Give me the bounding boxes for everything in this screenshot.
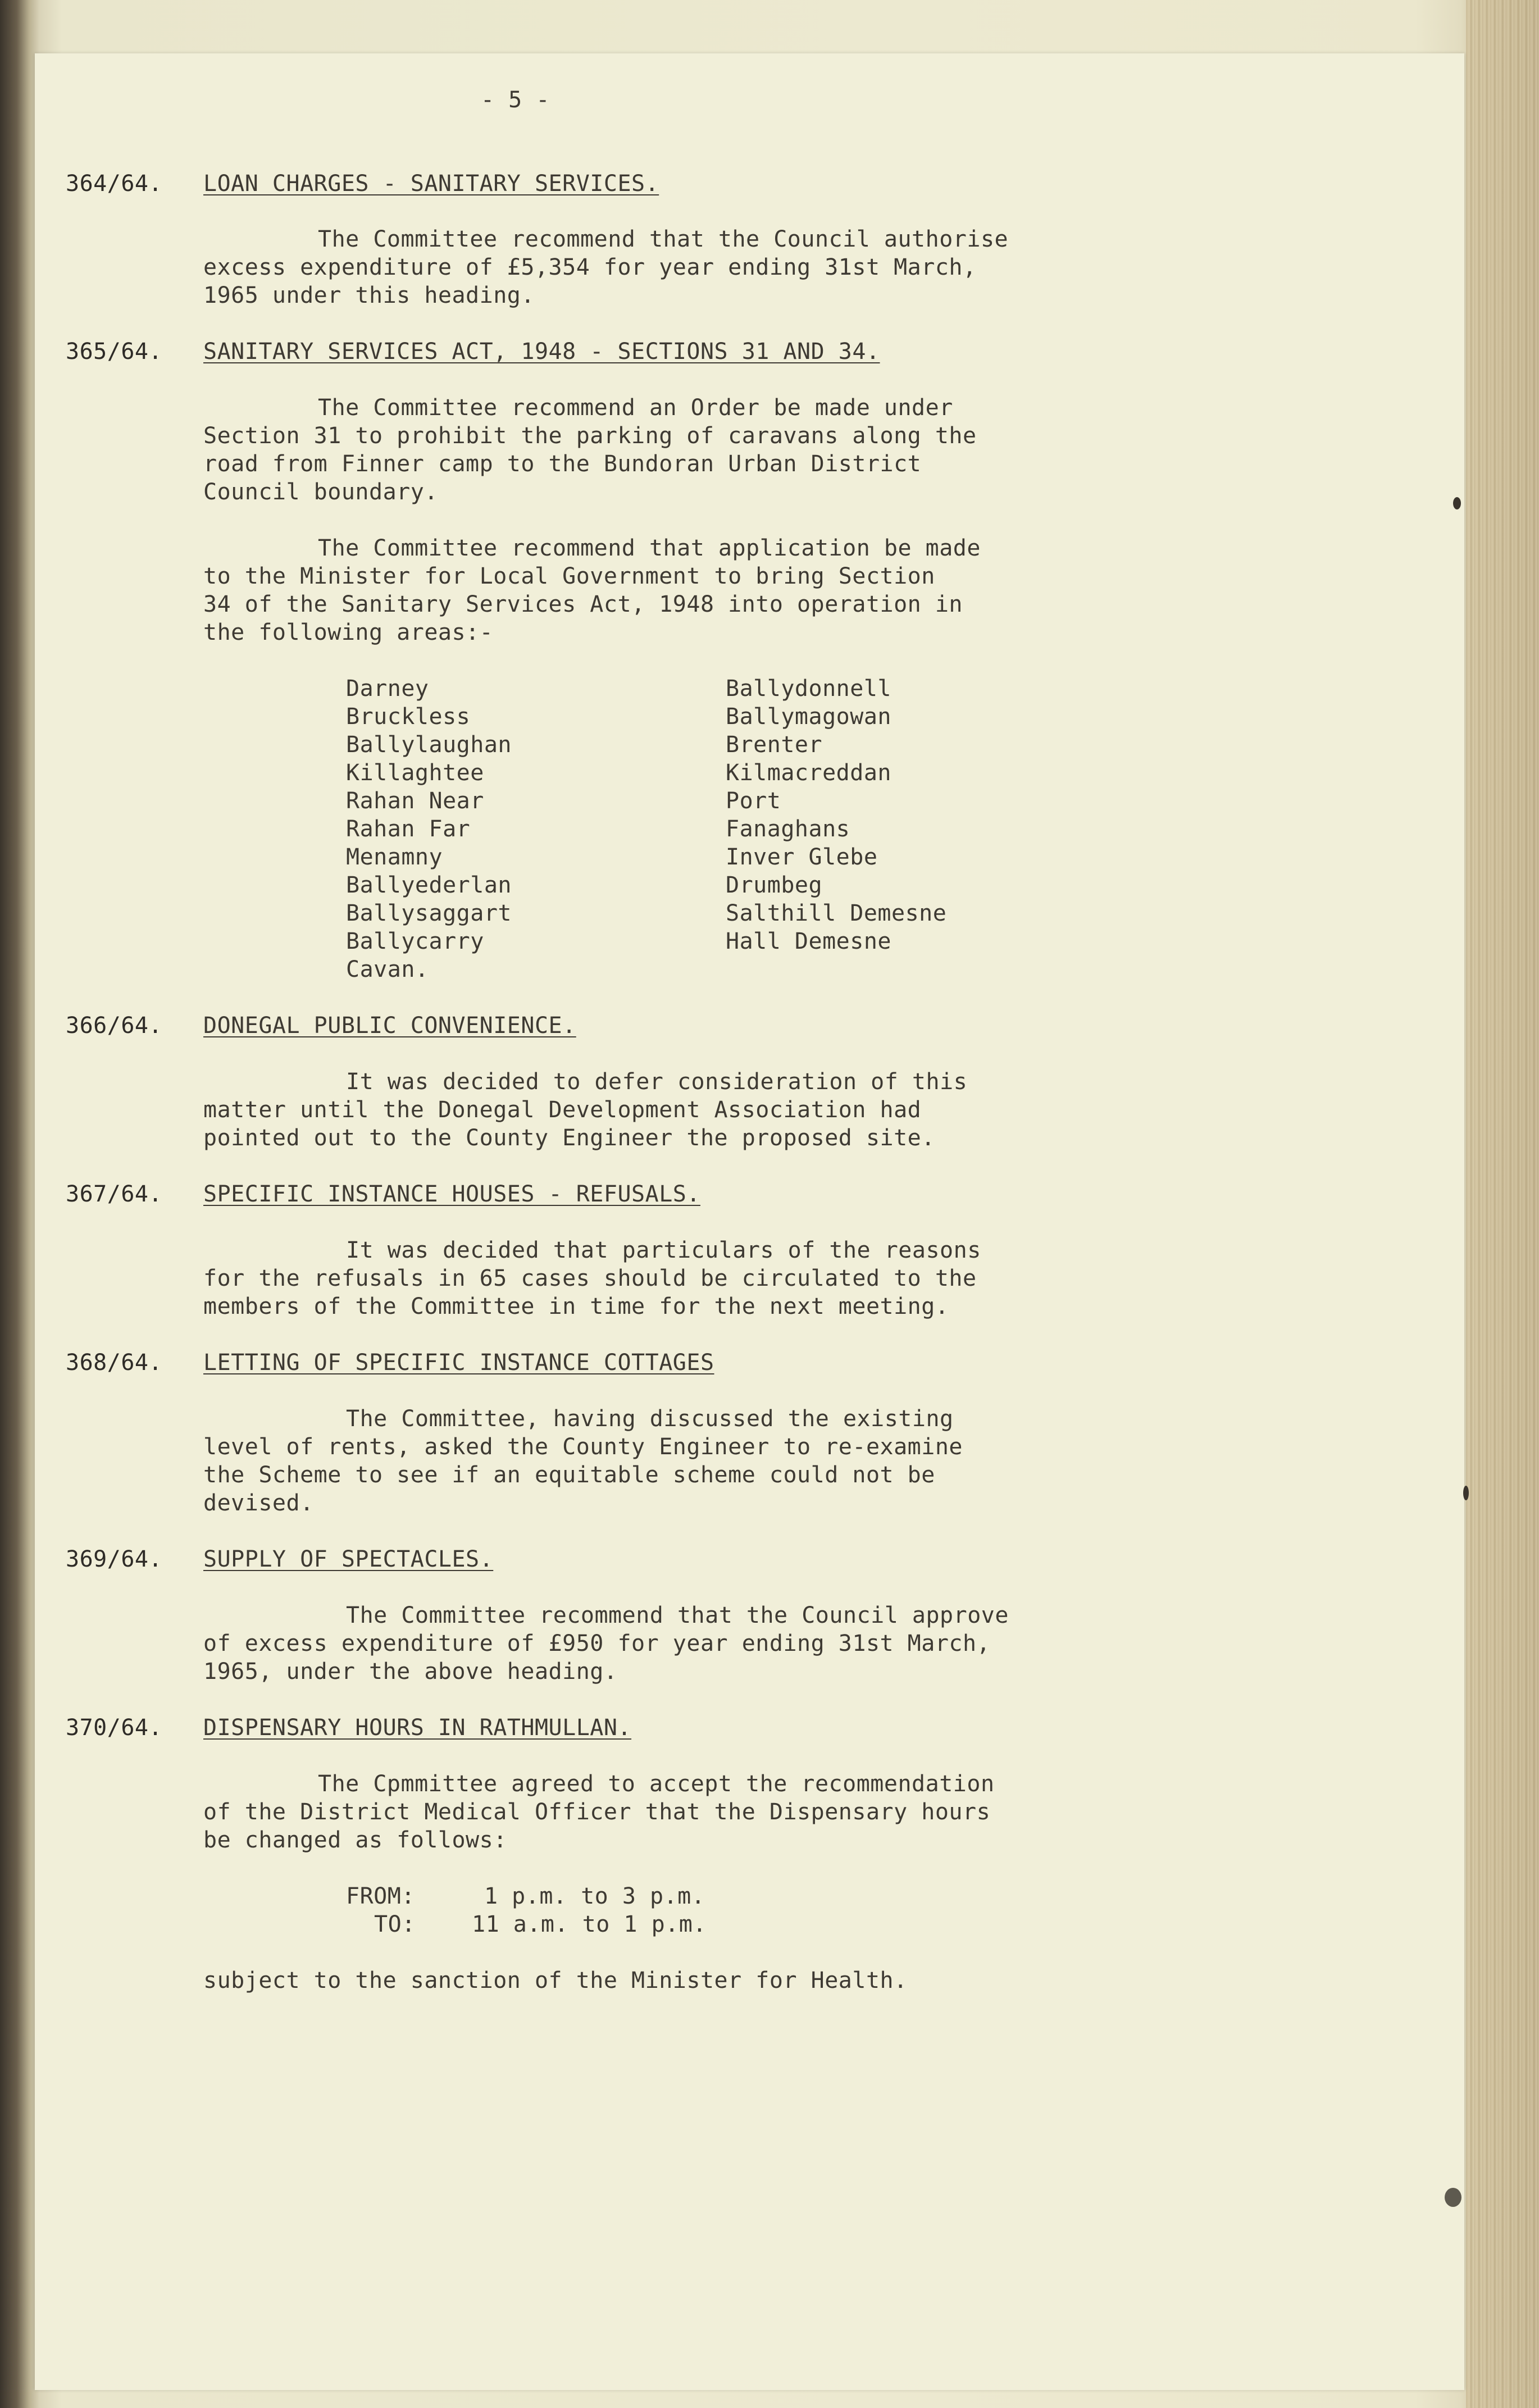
- paragraph-line: for the refusals in 65 cases should be circulated to the: [203, 1266, 977, 1291]
- area-name: Killaghtee: [346, 760, 484, 786]
- hours-label: TO:: [374, 1911, 416, 1937]
- hours-label: FROM:: [346, 1883, 415, 1909]
- area-name: Fanaghans: [726, 816, 850, 842]
- paragraph-line: 1965, under the above heading.: [203, 1659, 618, 1685]
- paragraph-line: excess expenditure of £5,354 for year ending 31st March,: [203, 254, 977, 280]
- scan-speck: [1463, 1486, 1469, 1500]
- area-name: Salthill Demesne: [726, 900, 947, 926]
- hours-value: 1 p.m. to 3 p.m.: [484, 1883, 705, 1909]
- paragraph-line: pointed out to the County Engineer the proposed site.: [203, 1125, 935, 1151]
- paragraph-line: The Committee recommend an Order be made under: [318, 395, 953, 421]
- area-name: Bruckless: [346, 704, 471, 730]
- minute-number: 368/64.: [66, 1350, 163, 1376]
- area-name: Brenter: [726, 732, 823, 758]
- page-number: - 5 -: [481, 87, 550, 113]
- paragraph-line: The Committee recommend that the Council approve: [346, 1603, 1009, 1628]
- paragraph-line: matter until the Donegal Development Association had: [203, 1097, 922, 1123]
- minute-number: 369/64.: [66, 1546, 163, 1572]
- area-name: Ballydonnell: [726, 676, 891, 702]
- area-name: Ballysaggart: [346, 900, 512, 926]
- minute-heading: SUPPLY OF SPECTACLES.: [203, 1546, 494, 1572]
- area-name: Rahan Far: [346, 816, 471, 842]
- paragraph-line: level of rents, asked the County Engineer to re-examine: [203, 1434, 963, 1460]
- paragraph-line: road from Finner camp to the Bundoran Urban District: [203, 451, 922, 477]
- minute-number: 367/64.: [66, 1181, 163, 1207]
- area-name: Hall Demesne: [726, 928, 891, 954]
- hours-value: 11 a.m. to 1 p.m.: [472, 1911, 707, 1937]
- area-name: Ballyederlan: [346, 872, 512, 898]
- area-name: Cavan.: [346, 957, 429, 982]
- minute-number: 364/64.: [66, 171, 163, 197]
- minute-number: 366/64.: [66, 1013, 163, 1039]
- paragraph-line: 1965 under this heading.: [203, 283, 535, 308]
- paragraph-line: the Scheme to see if an equitable scheme could not be: [203, 1462, 935, 1488]
- minute-number: 365/64.: [66, 339, 163, 365]
- paragraph-line: It was decided to defer consideration of this: [346, 1069, 968, 1095]
- area-name: Ballymagowan: [726, 704, 891, 730]
- area-name: Ballycarry: [346, 928, 484, 954]
- closing-line: subject to the sanction of the Minister for Health.: [203, 1968, 908, 1993]
- minute-heading: LETTING OF SPECIFIC INSTANCE COTTAGES: [203, 1350, 714, 1376]
- minute-heading: LOAN CHARGES - SANITARY SERVICES.: [203, 171, 659, 197]
- area-name: Inver Glebe: [726, 844, 878, 870]
- paragraph-line: to the Minister for Local Government to bring Section: [203, 563, 935, 589]
- paragraph-line: members of the Committee in time for the next meeting.: [203, 1294, 949, 1319]
- binder-page-edges: [1466, 0, 1539, 2408]
- paragraph-line: The Committee recommend that the Council authorise: [318, 226, 1009, 252]
- minute-number: 370/64.: [66, 1715, 163, 1741]
- area-name: Port: [726, 788, 781, 814]
- area-name: Drumbeg: [726, 872, 823, 898]
- paragraph-line: of the District Medical Officer that the Dispensary hours: [203, 1799, 991, 1825]
- paragraph-line: devised.: [203, 1490, 314, 1516]
- paragraph-line: 34 of the Sanitary Services Act, 1948 into operation in: [203, 591, 963, 617]
- minute-heading: DISPENSARY HOURS IN RATHMULLAN.: [203, 1715, 632, 1741]
- paragraph-line: Section 31 to prohibit the parking of caravans along the: [203, 423, 977, 449]
- minute-heading: DONEGAL PUBLIC CONVENIENCE.: [203, 1013, 576, 1039]
- paragraph-line: of excess expenditure of £950 for year ending 31st March,: [203, 1631, 991, 1656]
- minute-heading: SPECIFIC INSTANCE HOUSES - REFUSALS.: [203, 1181, 700, 1207]
- paragraph-line: The Committee, having discussed the existing: [346, 1406, 954, 1432]
- minute-heading: SANITARY SERVICES ACT, 1948 - SECTIONS 31 AND 34.: [203, 339, 880, 365]
- scan-speck: [1445, 2188, 1461, 2207]
- paragraph-line: The Committee recommend that application be made: [318, 535, 981, 561]
- scan-speck: [1453, 497, 1461, 509]
- paragraph-line: It was decided that particulars of the reasons: [346, 1237, 981, 1263]
- paragraph-line: be changed as follows:: [203, 1827, 507, 1853]
- area-name: Rahan Near: [346, 788, 484, 814]
- document-sheet: [35, 53, 1464, 2390]
- area-name: Ballylaughan: [346, 732, 512, 758]
- paragraph-line: the following areas:-: [203, 620, 494, 645]
- paragraph-line: Council boundary.: [203, 479, 438, 505]
- area-name: Menamny: [346, 844, 443, 870]
- area-name: Darney: [346, 676, 429, 702]
- paragraph-line: The Cpmmittee agreed to accept the recommendation: [318, 1771, 995, 1797]
- area-name: Kilmacreddan: [726, 760, 891, 786]
